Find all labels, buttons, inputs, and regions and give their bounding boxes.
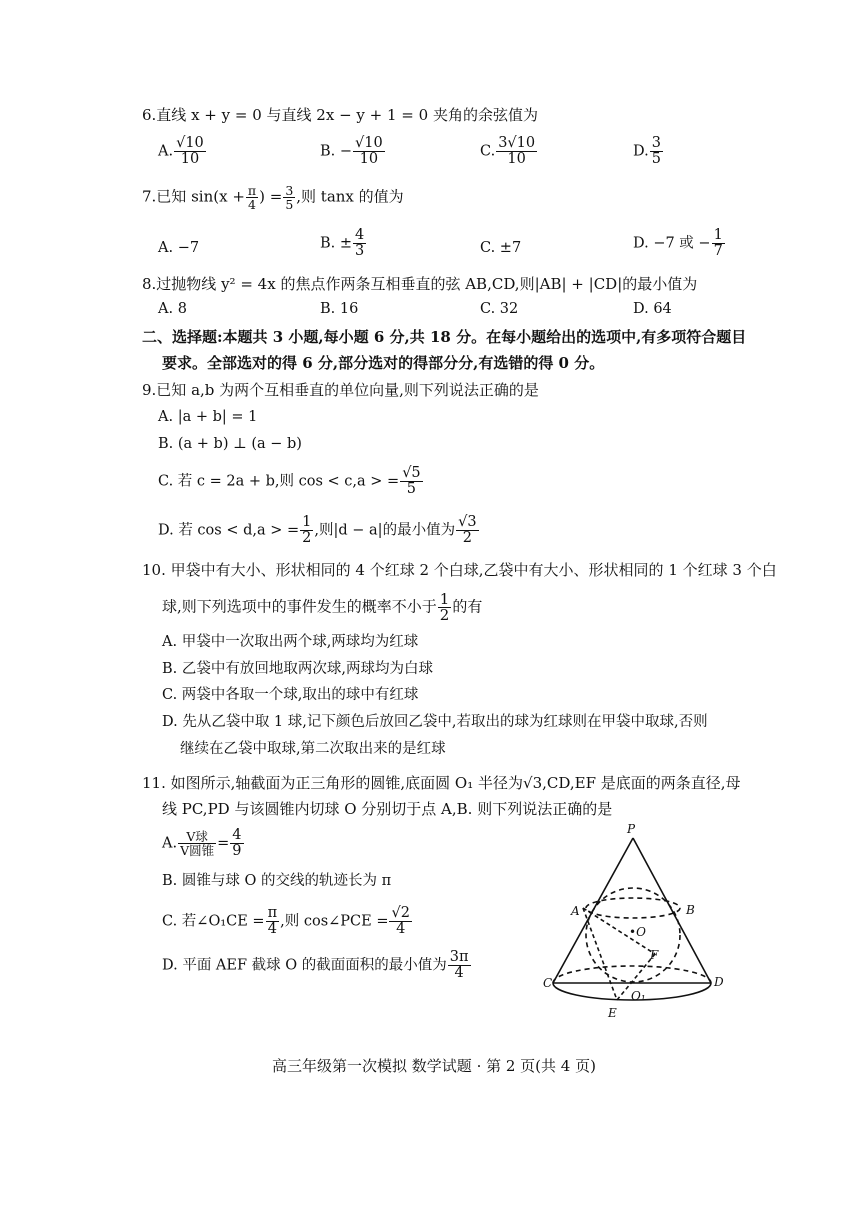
base-back-arc: [553, 966, 711, 983]
q6-option-c: C. $\frac{3√10}{10}$: [480, 135, 536, 167]
label-a: A: [571, 904, 580, 918]
label-p: P: [627, 822, 636, 836]
q10-option-b: B. 乙袋中有放回地取两次球,两球均为白球: [162, 661, 433, 677]
q10-option-a: A. 甲袋中一次取出两个球,两球均为红球: [162, 634, 419, 650]
section2-header: 二、选择题:本题共 3 小题,每小题 6 分,共 18 分。在每小题给出的选项中,有多项符合题目: [142, 328, 747, 346]
q9-option-a: A. |a + b| = 1: [158, 409, 258, 425]
q9-option-d: D. 若 cos < d,a > = $\frac{1}{2}$ ,则|d − a|的最小值为 $\frac{√3}{2}$: [158, 514, 477, 546]
tangent-circle: [586, 898, 680, 918]
q6-option-a: A. $\frac{√10}{10}$: [158, 135, 204, 167]
label-e: E: [608, 1006, 617, 1020]
q6-a-den: 10: [180, 151, 200, 167]
q10-option-d-line1: D. 先从乙袋中取 1 球,记下颜色后放回乙袋中,若取出的球为红球则在甲袋中取球,否则: [162, 714, 708, 730]
q8-option-a: A. 8: [158, 301, 187, 317]
q11-option-b: B. 圆锥与球 O 的交线的轨迹长为 π: [162, 873, 392, 889]
q7-option-c: C. ±7: [480, 240, 522, 256]
q6-stem: 6.直线 x + y = 0 与直线 2x − y + 1 = 0 夹角的余弦值为: [142, 106, 538, 124]
label-c: C: [543, 976, 553, 990]
label-f: F: [650, 948, 659, 962]
q11-option-d: D. 平面 AEF 截球 O 的截面面积的最小值为 $\frac{3\pi}{4}$: [162, 949, 469, 981]
q9-stem: 9.已知 a,b 为两个互相垂直的单位向量,则下列说法正确的是: [142, 381, 539, 399]
q9-option-b: B. (a + b) ⊥ (a − b): [158, 436, 302, 452]
q10-stem-line1: 10. 甲袋中有大小、形状相同的 4 个红球 2 个白球,乙袋中有大小、形状相同的 1 个红球 3 个白: [142, 561, 777, 579]
q6-option-d: D. $\frac{3}{5}$: [633, 135, 661, 167]
label-d: D: [714, 975, 724, 989]
q7-option-a: A. −7: [158, 240, 200, 256]
q10-option-c: C. 两袋中各取一个球,取出的球中有红球: [162, 687, 419, 703]
q7-option-d: D. −7 或 − $\frac{1}{7}$: [633, 227, 723, 259]
q11-stem-line1: 11. 如图所示,轴截面为正三角形的圆锥,底面圆 O₁ 半径为√3,CD,EF 是底面的两条直径,母: [142, 774, 741, 792]
q9-option-c: C. 若 c = 2a + b,则 cos < c,a > = $\frac{√5}{5}$: [158, 465, 421, 497]
q8-option-c: C. 32: [480, 301, 519, 317]
q11-option-c: C. 若∠O₁CE = $\frac{\pi}{4}$ ,则 cos∠PCE = $\frac{√2}{4}$: [162, 905, 410, 937]
q8-option-b: B. 16: [320, 301, 359, 317]
q6-a-num: √10: [176, 135, 204, 151]
q7-stem: 7.已知 sin(x + $\frac{\pi}{4}$ ) = $\frac{3}{5}$ ,则 tanx 的值为: [142, 183, 404, 212]
label-b: B: [686, 903, 695, 917]
q11-stem-line2: 线 PC,PD 与该圆锥内切球 O 分别切于点 A,B. 则下列说法正确的是: [162, 800, 613, 818]
segment-ae: [583, 908, 617, 1000]
q6-option-b: B. − $\frac{√10}{10}$: [320, 135, 383, 167]
q10-stem-line2: 球,则下列选项中的事件发生的概率不小于 $\frac{1}{2}$ 的有: [162, 590, 483, 624]
page-footer: 高三年级第一次模拟 数学试题 · 第 2 页(共 4 页): [272, 1057, 596, 1075]
q10-option-d-line2: 继续在乙袋中取球,第二次取出来的是红球: [180, 741, 446, 757]
q11-option-a: A. $\frac{\text{V球}}{\text{V圆锥}}$ = $\frac{4}{9}$: [162, 827, 242, 859]
q8-option-d: D. 64: [633, 301, 672, 317]
q7-option-b: B. ± $\frac{4}{3}$: [320, 227, 365, 259]
label-o1: O₁: [631, 989, 646, 1003]
label-o: •O: [629, 925, 646, 939]
cone-sphere-figure: [535, 818, 735, 1028]
section2-instructions: 要求。全部选对的得 6 分,部分选对的得部分分,有选错的得 0 分。: [162, 354, 605, 372]
q8-stem: 8.过抛物线 y² = 4x 的焦点作两条互相垂直的弦 AB,CD,则|AB| + |CD|的最小值为: [142, 275, 698, 293]
